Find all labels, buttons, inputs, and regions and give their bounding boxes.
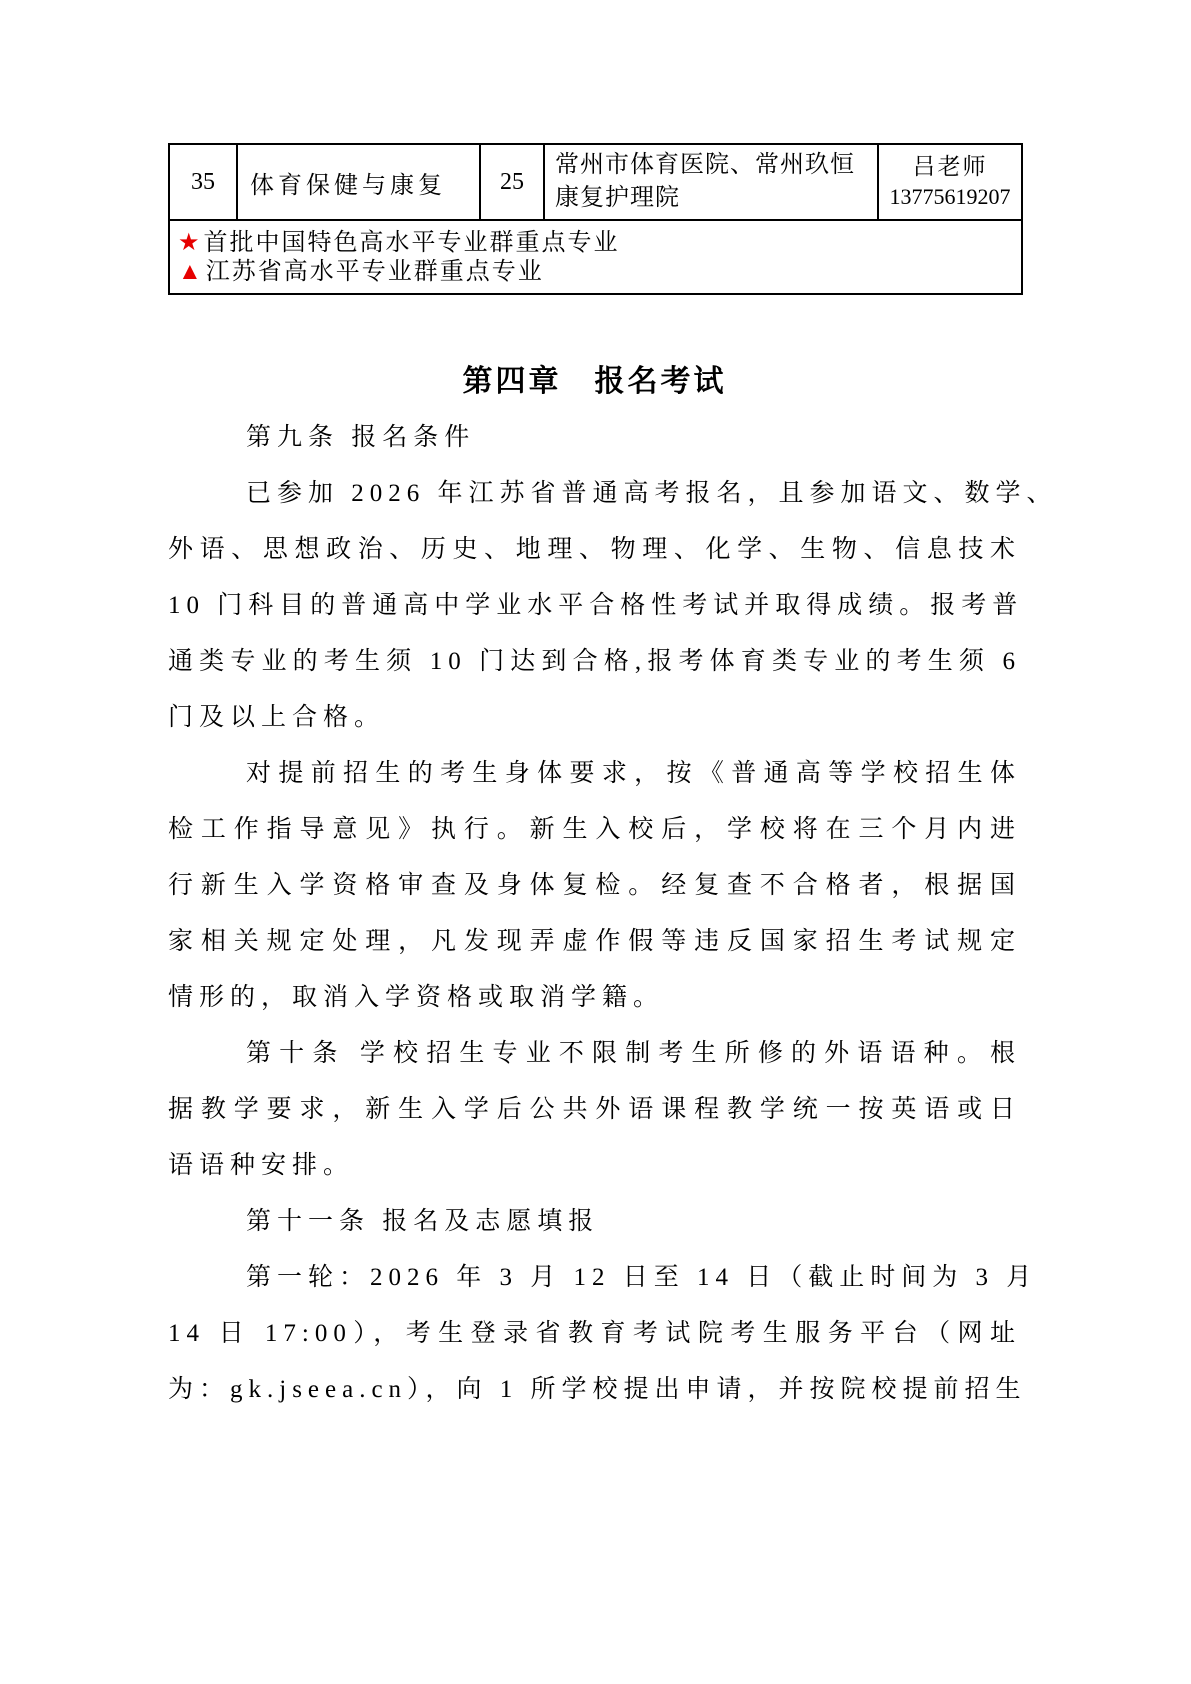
text-line: 情形的，取消入学资格或取消学籍。 [168,984,665,1011]
text-line: 检工作指导意见》执行。新生入校后，学校将在三个月内进 [168,816,1021,843]
cell-major-name: 体育保健与康复 [237,144,480,220]
chapter-title: 第四章 报名考试 [462,365,727,398]
footnote-provincial [178,258,1015,287]
text-line: 10 门科目的普通高中学业水平合格性考试并取得成绩。报考普 [168,592,1024,619]
text-line: 语语种安排。 [168,1152,355,1179]
footnote-text: 江苏省高水平专业群重点专业 [205,259,544,285]
text-line: 对提前招生的考生身体要求，按《普通高等学校招生体 [246,760,1021,787]
cell-major-number: 35 [169,144,237,220]
cell-plan-count: 25 [480,144,544,220]
majors-table [168,143,1023,295]
text-line: 家相关规定处理，凡发现弄虚作假等违反国家招生考试规定 [168,928,1021,955]
text-line: 第十条 学校招生专业不限制考生所修的外语语种。根 [246,1040,1021,1067]
footnote-text: 首批中国特色高水平专业群重点专业 [203,230,620,256]
cell-contact [878,144,1022,220]
table-row [169,144,1022,220]
text-line: 外语、思想政治、历史、地理、物理、化学、生物、信息技术 [168,536,1021,563]
triangle-icon: ▲ [178,259,204,285]
text-line: 行新生入学资格审查及身体复检。经复查不合格者，根据国 [168,872,1021,899]
text-line: 门及以上合格。 [168,704,386,731]
star-icon: ★ [178,230,202,256]
footnotes-cell [169,220,1022,294]
text-line: 14 日 17:00），考生登录省教育考试院考生服务平台（网址 [168,1320,1021,1347]
table-footnotes-row [169,220,1022,294]
contact-phone: 13775619207 [889,184,1011,209]
text-line: 通类专业的考生须 10 门达到合格,报考体育类专业的考生须 6 [168,648,1021,675]
text-line: 据教学要求，新生入学后公共外语课程教学统一按英语或日 [168,1096,1021,1123]
text-line: 第一轮：2026 年 3 月 12 日至 14 日（截止时间为 3 月 [246,1264,1038,1291]
body-paragraphs [168,410,1058,1418]
footnote-national [178,229,1015,258]
text-line: 第九条 报名条件 [246,424,476,451]
text-line: 第十一条 报名及志愿填报 [246,1208,600,1235]
text-line: 为：gk.jseea.cn），向 1 所学校提出申请，并按院校提前招生 [168,1376,1027,1403]
text-line: 已参加 2026 年江苏省普通高考报名，且参加语文、数学、 [246,480,1058,507]
contact-name: 吕老师 [912,154,988,179]
cell-partner-hospitals: 常州市体育医院、常州玖恒康复护理院 [544,144,878,220]
